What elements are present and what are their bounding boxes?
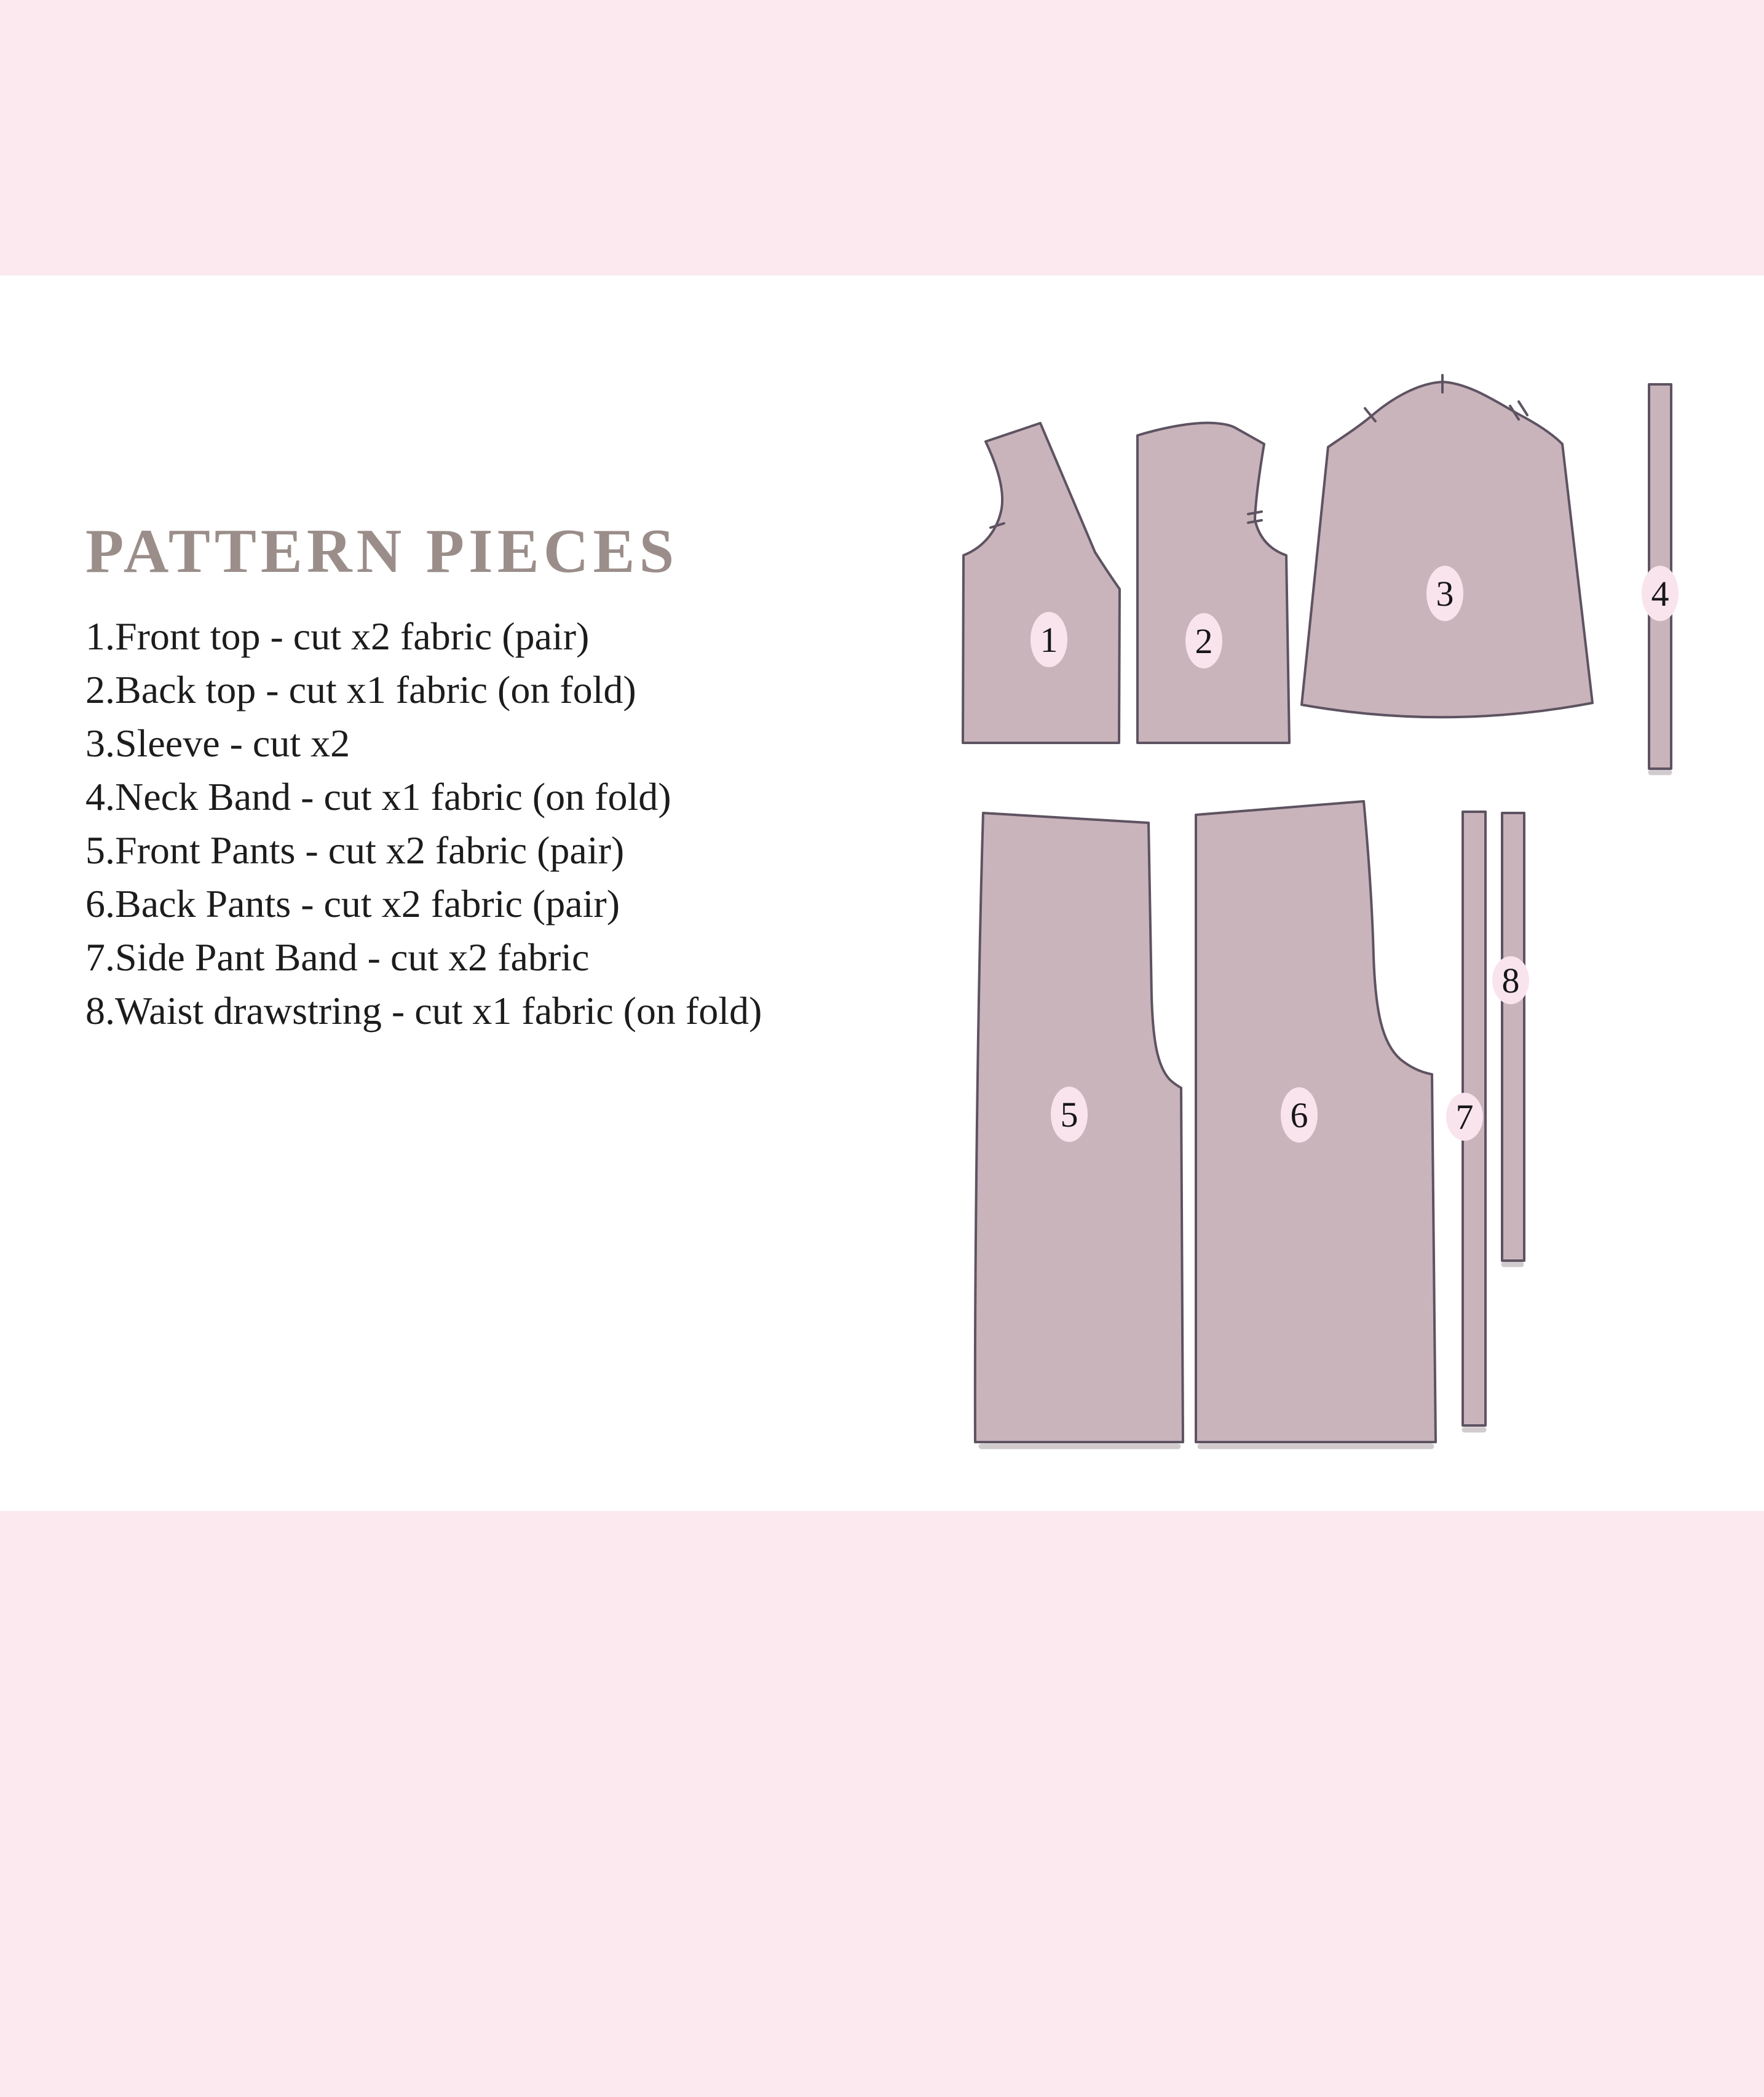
piece-badge-7: 7 xyxy=(1446,1093,1483,1141)
list-item-number: 3. xyxy=(85,721,115,765)
list-item-number: 4. xyxy=(85,775,115,819)
list-item-text: Back Pants - cut x2 fabric (pair) xyxy=(115,882,620,926)
piece-3-sleeve-shape xyxy=(1302,382,1592,717)
list-item-text: Front Pants - cut x2 fabric (pair) xyxy=(115,828,625,872)
list-item-number: 2. xyxy=(85,668,115,712)
list-item-text: Side Pant Band - cut x2 fabric xyxy=(115,935,590,979)
piece-badge-4: 4 xyxy=(1642,566,1679,621)
list-item-number: 5. xyxy=(85,828,115,872)
page-title: PATTERN PIECES xyxy=(85,517,679,586)
piece-badge-8: 8 xyxy=(1492,956,1529,1004)
piece-badge-2: 2 xyxy=(1185,613,1222,668)
list-item-text: Waist drawstring - cut x1 fabric (on fold) xyxy=(115,989,762,1033)
piece-8-waist-drawstring-shape xyxy=(1502,813,1524,1261)
piece-badge-1: 1 xyxy=(1030,612,1067,667)
list-item-text: Sleeve - cut x2 xyxy=(115,721,350,765)
list-item-text: Neck Band - cut x1 fabric (on fold) xyxy=(115,775,671,819)
piece-badge-6: 6 xyxy=(1281,1087,1318,1143)
piece-badge-5: 5 xyxy=(1051,1087,1088,1142)
list-item-text: Front top - cut x2 fabric (pair) xyxy=(115,614,590,658)
list-item-number: 1. xyxy=(85,614,115,658)
list-item-number: 7. xyxy=(85,935,115,979)
list-item-number: 6. xyxy=(85,882,115,926)
list-item-text: Back top - cut x1 fabric (on fold) xyxy=(115,668,636,712)
piece-1-front-top-shape xyxy=(963,423,1120,743)
piece-badge-3: 3 xyxy=(1426,566,1463,621)
notch-mark xyxy=(1519,402,1527,415)
list-item-number: 8. xyxy=(85,989,115,1033)
piece-2-back-top-shape xyxy=(1137,423,1289,743)
